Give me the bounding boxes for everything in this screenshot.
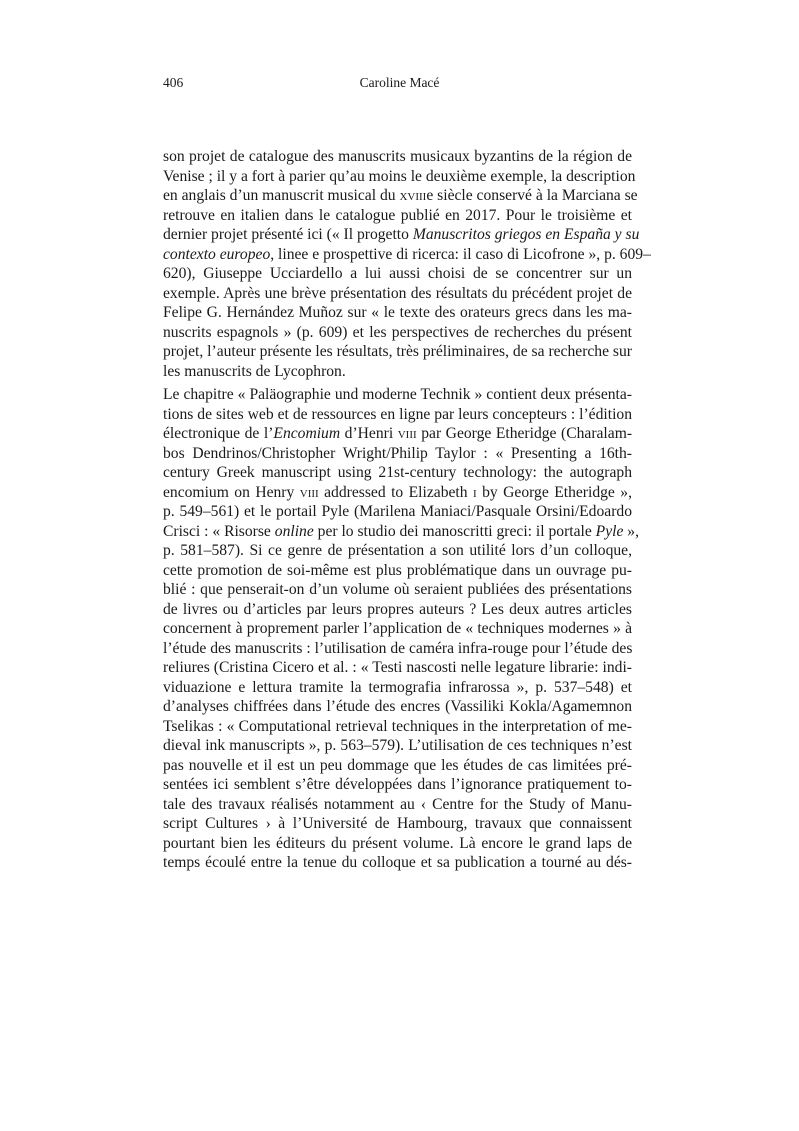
text-line <box>163 736 632 756</box>
text-line <box>163 342 632 362</box>
small-caps-text: viii <box>299 483 319 501</box>
text-line <box>163 541 632 561</box>
small-caps-text: xviii <box>399 187 427 204</box>
text-line <box>163 405 632 425</box>
text-span: l’étude des manuscrits : l’utilisation de caméra infra-rouge pour l’étude des <box>163 639 633 657</box>
italic-text: Pyle <box>595 522 624 540</box>
text-line <box>163 245 651 265</box>
text-span: Le chapitre « Paläographie und moderne Technik » contient deux présenta- <box>163 386 632 403</box>
text-line <box>163 678 632 698</box>
text-line <box>163 463 632 483</box>
text-span: pourtant bien les éditeurs du présent volume. Là encore le grand laps de <box>163 834 632 852</box>
text-span: temps écoulé entre la tenue du colloque et sa publication a tourné au dés- <box>163 854 632 871</box>
small-caps-text: viii <box>397 425 417 442</box>
text-line <box>163 756 632 776</box>
text-span: concernent à proprement parler l’application de « techniques modernes » à <box>163 620 632 637</box>
text-span: by George Etheridge », <box>476 483 632 501</box>
text-span: Crisci : « Risorse <box>163 522 275 540</box>
text-line <box>163 225 640 245</box>
text-line <box>163 600 632 620</box>
text-span: projet, l’auteur présente les résultats, très préliminaires, de sa recherche sur <box>163 343 632 360</box>
italic-text: Encomium <box>273 425 341 442</box>
text-span: Venise ; il y a fort à parier qu’au moins le deuxième exemple, la description <box>163 167 636 185</box>
text-line <box>163 424 632 444</box>
text-span: tale des travaux réalisés notamment au ‹ Centre for the Study of Manu- <box>163 795 632 813</box>
text-span: retrouve en italien dans le catalogue publié en 2017. Pour le troisième et <box>163 206 632 224</box>
text-line <box>163 697 632 717</box>
text-span: dernier projet présenté ici (« Il progetto <box>163 226 413 243</box>
text-line <box>163 795 632 815</box>
text-line <box>163 206 632 226</box>
text-span: encomium on Henry <box>163 483 300 501</box>
text-span: e siècle conservé à la Marciana se <box>426 187 638 204</box>
text-line <box>163 483 632 503</box>
text-span: reliures (Cristina Cicero et al. : « Testi nascosti nelle legature librarie: indi- <box>163 659 632 676</box>
text-line <box>163 264 632 284</box>
text-span: en anglais d’un manuscrit musical du <box>163 187 400 204</box>
text-line <box>163 362 632 382</box>
text-line <box>163 167 636 187</box>
text-line <box>163 444 632 464</box>
text-span: », <box>623 522 639 540</box>
text-line <box>163 717 632 737</box>
text-span: électronique de l’ <box>163 425 274 442</box>
text-span: par George Etheridge (Charalam- <box>416 425 633 442</box>
italic-text: contexto europeo <box>163 245 271 263</box>
text-line <box>163 522 639 542</box>
text-line <box>163 385 632 405</box>
text-line <box>163 303 632 323</box>
paragraph-1 <box>163 147 651 381</box>
text-span: pas nouvelle et il est un peu dommage que les études de cas limitées pré- <box>163 756 632 774</box>
small-caps-text: i <box>473 483 477 501</box>
text-line <box>163 284 632 304</box>
text-line <box>163 186 638 206</box>
text-line <box>163 561 632 581</box>
text-line <box>163 323 632 343</box>
text-span: son projet de catalogue des manuscrits musicaux byzantins de la région de <box>163 148 632 165</box>
text-span: de livres ou d’articles par leurs propres auteurs ? Les deux autres articles <box>163 600 632 618</box>
text-line <box>163 619 632 639</box>
text-line <box>163 580 632 600</box>
text-span: viduazione e lettura tramite la termografia infrarossa », p. 537–548) et <box>163 678 632 696</box>
paragraph-2 <box>163 385 639 873</box>
page-number: 406 <box>163 75 184 90</box>
italic-text: online <box>274 522 314 540</box>
text-span: p. 549–561) et le portail Pyle (Marilena Maniaci/Pasquale Orsini/Edoardo <box>163 503 632 520</box>
text-span: addressed to Elizabeth <box>318 483 473 501</box>
text-span: d’analyses chiffrées dans l’étude des encres (Vassiliki Kokla/Agamemnon <box>163 698 632 715</box>
text-span: les manuscrits de Lycophron. <box>163 362 346 380</box>
text-line <box>163 853 632 873</box>
text-span: sentées ici semblent s’être développées dans l’ignorance pratiquement to- <box>163 776 632 793</box>
text-line <box>163 658 632 678</box>
text-line <box>163 639 632 659</box>
text-span: per lo studio dei manoscritti greci: il portale <box>313 522 596 540</box>
text-span: Tselikas : « Computational retrieval techniques in the interpretation of me- <box>163 717 632 735</box>
text-span: cette promotion de soi-même est plus problématique dans un ouvrage pu- <box>163 561 632 579</box>
text-span: bos Dendrinos/Christopher Wright/Philip Taylor : « Presenting a 16th- <box>163 444 632 462</box>
text-span: 620), Giuseppe Ucciardello a lui aussi choisi de se concentrer sur un <box>163 265 632 282</box>
text-span: exemple. Après une brève présentation des résultats du précédent projet de <box>163 284 632 302</box>
text-span: Felipe G. Hernández Muñoz sur « le texte des orateurs grecs dans les ma- <box>163 304 632 321</box>
text-span: , linee e prospettive di ricerca: il caso di Licofrone », p. 609– <box>270 245 651 263</box>
text-span: blié : que penserait-on d’un volume où seraient publiées des présentations <box>163 581 632 598</box>
text-span: p. 581–587). Si ce genre de présentation a son utilité lors d’un colloque, <box>163 542 632 559</box>
italic-text: Manuscritos griegos en España y su <box>412 226 640 243</box>
text-line <box>163 834 632 854</box>
running-header-author: Caroline Macé <box>359 75 440 90</box>
text-span: nuscrits espagnols » (p. 609) et les perspectives de recherches du présent <box>163 323 632 341</box>
text-span: script Cultures › à l’Université de Hambourg, travaux que connaissent <box>163 815 632 832</box>
text-line <box>163 147 632 167</box>
text-span: d’Henri <box>340 425 398 442</box>
text-span: tions de sites web et de ressources en ligne par leurs concepteurs : l’édition <box>163 405 632 423</box>
text-span: dieval ink manuscripts », p. 563–579). L’utilisation de ces techniques n’est <box>163 737 632 754</box>
text-line <box>163 502 632 522</box>
text-span: century Greek manuscript using 21st-century technology: the autograph <box>163 464 632 481</box>
text-line <box>163 814 632 834</box>
text-line <box>163 775 632 795</box>
